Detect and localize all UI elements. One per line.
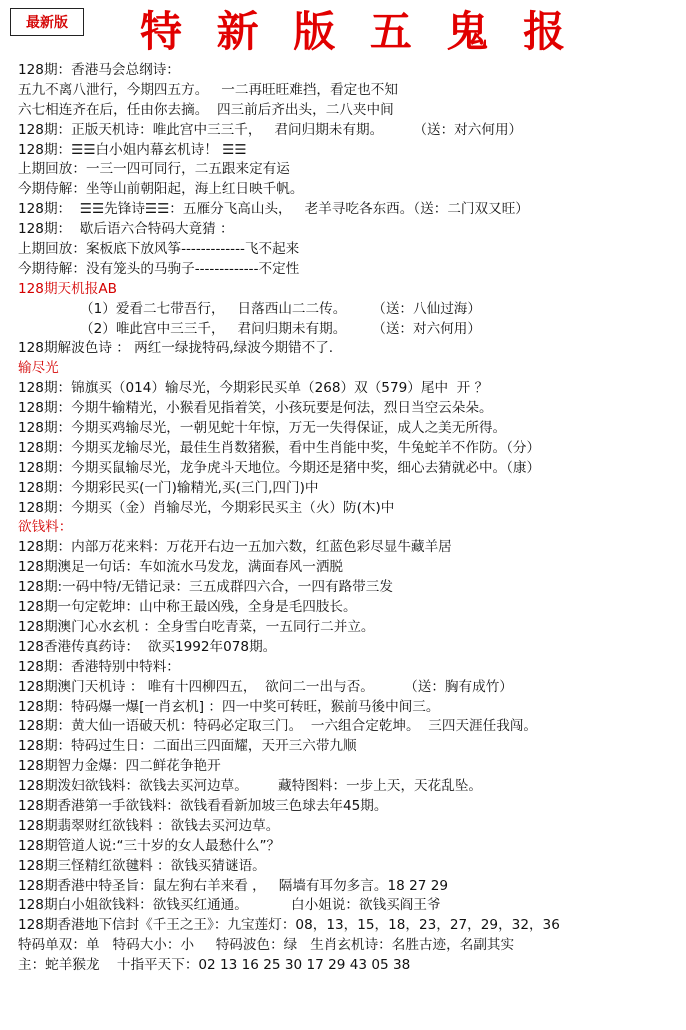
text-line: 128期：今期买鼠输尽光，龙争虎斗天地位。今期还是猪中奖，细心去猜就必中。（康）	[18, 459, 541, 476]
text-line: 128期：☰☰白小姐内幕玄机诗！ ☰☰	[18, 141, 247, 158]
text-line: 128期香港中特圣旨：鼠左狗右羊来看 ， 隔墙有耳勿多言。18 27 29	[18, 877, 449, 894]
text-line: 128期： ☰☰先锋诗☰☰：五雁分飞高山头， 老羊寻吃各东西。（送：二门双又旺）	[18, 201, 529, 218]
text-line: 128期：锦旗买（014）输尽光，今期彩民买单（268）双（579）尾中 开 ？	[18, 380, 489, 397]
text-line: 128期泼妇欲钱料：欲钱去买河边草。 藏特图料：一步上天，天花乱坠。	[18, 778, 483, 795]
text-line: 今期待解：没有笼头的马驹子-------------不定性	[18, 260, 300, 277]
text-line: 128期：内部万花来料：万花开右边一五加六数，红蓝色彩尽显牛藏羊居	[18, 539, 452, 556]
section-heading: 输尽光	[18, 360, 59, 377]
text-line: 128期香港地下信封《千王之王》：九宝莲灯：08，13，15，18，23，27，29，32，36	[18, 917, 560, 934]
section-heading: 欲钱料：	[18, 519, 73, 536]
text-line: 128期白小姐欲钱料：欲钱买红通通。 白小姐说：欲钱买阎王爷	[18, 897, 441, 914]
text-line: 128期:一码中特/无错记录：三五成群四六合，一四有路带三发	[18, 579, 393, 596]
text-line: 128期： 歇后语六合特码大竟猜 ：	[18, 221, 234, 238]
latest-edition-badge: 最新版	[10, 8, 84, 36]
bulletin-content	[18, 61, 678, 976]
text-line: 128期澳足一句话：车如流水马发龙，满面春风一洒脱	[18, 559, 344, 576]
text-line: 128期：今期买鸡输尽光，一朝见蛇十年惊，万无一失得保证，成人之美无所得。	[18, 420, 507, 437]
text-line: 128期：正版天机诗：唯此宫中三三千， 君问归期未有期。 （送：对六何用）	[18, 121, 523, 138]
text-line: 128期三怪精红欲毽料 ：欲钱买猜谜语。	[18, 857, 266, 874]
text-line: 128期：香港特别中特料：	[18, 658, 180, 675]
text-line: 主：蛇羊猴龙 十指平天下：02 13 16 25 30 17 29 43 05 38	[18, 957, 411, 974]
text-line: 128期智力金爆：四二鲜花争艳开	[18, 758, 221, 775]
text-line: 上期回放：一三一四可同行，二五跟来定有运	[18, 161, 290, 178]
text-line: 上期回放：案板底下放风筝-------------飞不起来	[18, 241, 300, 258]
text-line: 128期翡翠财红欲钱料 ：欲钱去买河边草。	[18, 817, 280, 834]
text-line: 128期：香港马会总纲诗：	[18, 62, 180, 78]
section-heading: 128期天机报AB	[18, 280, 117, 297]
text-line: 128期：黄大仙一语破天机：特码必定取三门。 一六组合定乾坤。 三四天涯任我闯。	[18, 718, 538, 735]
text-line: 128期管道人说:“三十岁的女人最愁什么”？	[18, 837, 281, 854]
text-line: 今期侍解：坐等山前朝阳起，海上红日映千帆。	[18, 181, 304, 198]
text-line: 128期：今期买（金）肖输尽光，今期彩民买主（火）防(木)中	[18, 499, 395, 516]
text-line: 六七相连齐在后，任由你去摘。 四三前后齐出头，二八夹中间	[18, 101, 394, 118]
text-line: 128期一句定乾坤：山中称王最凶残，全身是毛四肢长。	[18, 599, 357, 616]
text-line: 128期香港第一手欲钱料：欲钱看看新加坡三色球去年45期。	[18, 797, 388, 814]
text-line: 128期：特码过生日：二面出三四面耀，天开三六带九顺	[18, 738, 357, 755]
page-title: 特 新 版 五 鬼 报	[140, 7, 576, 56]
text-line: 128期澳门天机诗 ： 唯有十四柳四五， 欲问二一出与否。 （送：胸有成竹）	[18, 678, 513, 695]
text-line: （1）爱看二七带吾行， 日落西山二二传。 （送：八仙过海）	[80, 300, 481, 317]
text-line: 128期：今期牛输精光，小猴看见指着笑，小孩玩要是何法，烈日当空云朵朵。	[18, 400, 493, 417]
text-line: （2）唯此宫中三三千， 君问归期未有期。 （送：对六何用）	[80, 320, 481, 337]
text-line: 特码单双：单 特码大小：小 特码波色：绿 生肖玄机诗：名胜古迹，名副其实	[18, 937, 515, 954]
text-line: 128期：特码爆一爆[一肖玄机] ：四一中奖可转旺，猴前马後中间三。	[18, 698, 440, 715]
text-line: 128香港传真药诗： 欲买1992年078期。	[18, 638, 277, 655]
text-line: 128期：今期彩民买(一门)输精光,买(三门,四门)中	[18, 479, 319, 496]
text-line: 128期解波色诗 ： 两红一绿拢特码,绿波今期错不了.	[18, 340, 334, 357]
text-line: 128期澳门心水玄机 ：全身雪白吃青菜，一五同行二并立。	[18, 618, 375, 635]
text-line: 五九不离八泄行，今期四五方。 一二再旺旺难挡，看定也不知	[18, 81, 398, 98]
text-line: 128期：今期买龙输尽光，最佳生肖数猪猴，看中生肖能中奖，牛兔蛇羊不作防。（分）	[18, 439, 541, 456]
